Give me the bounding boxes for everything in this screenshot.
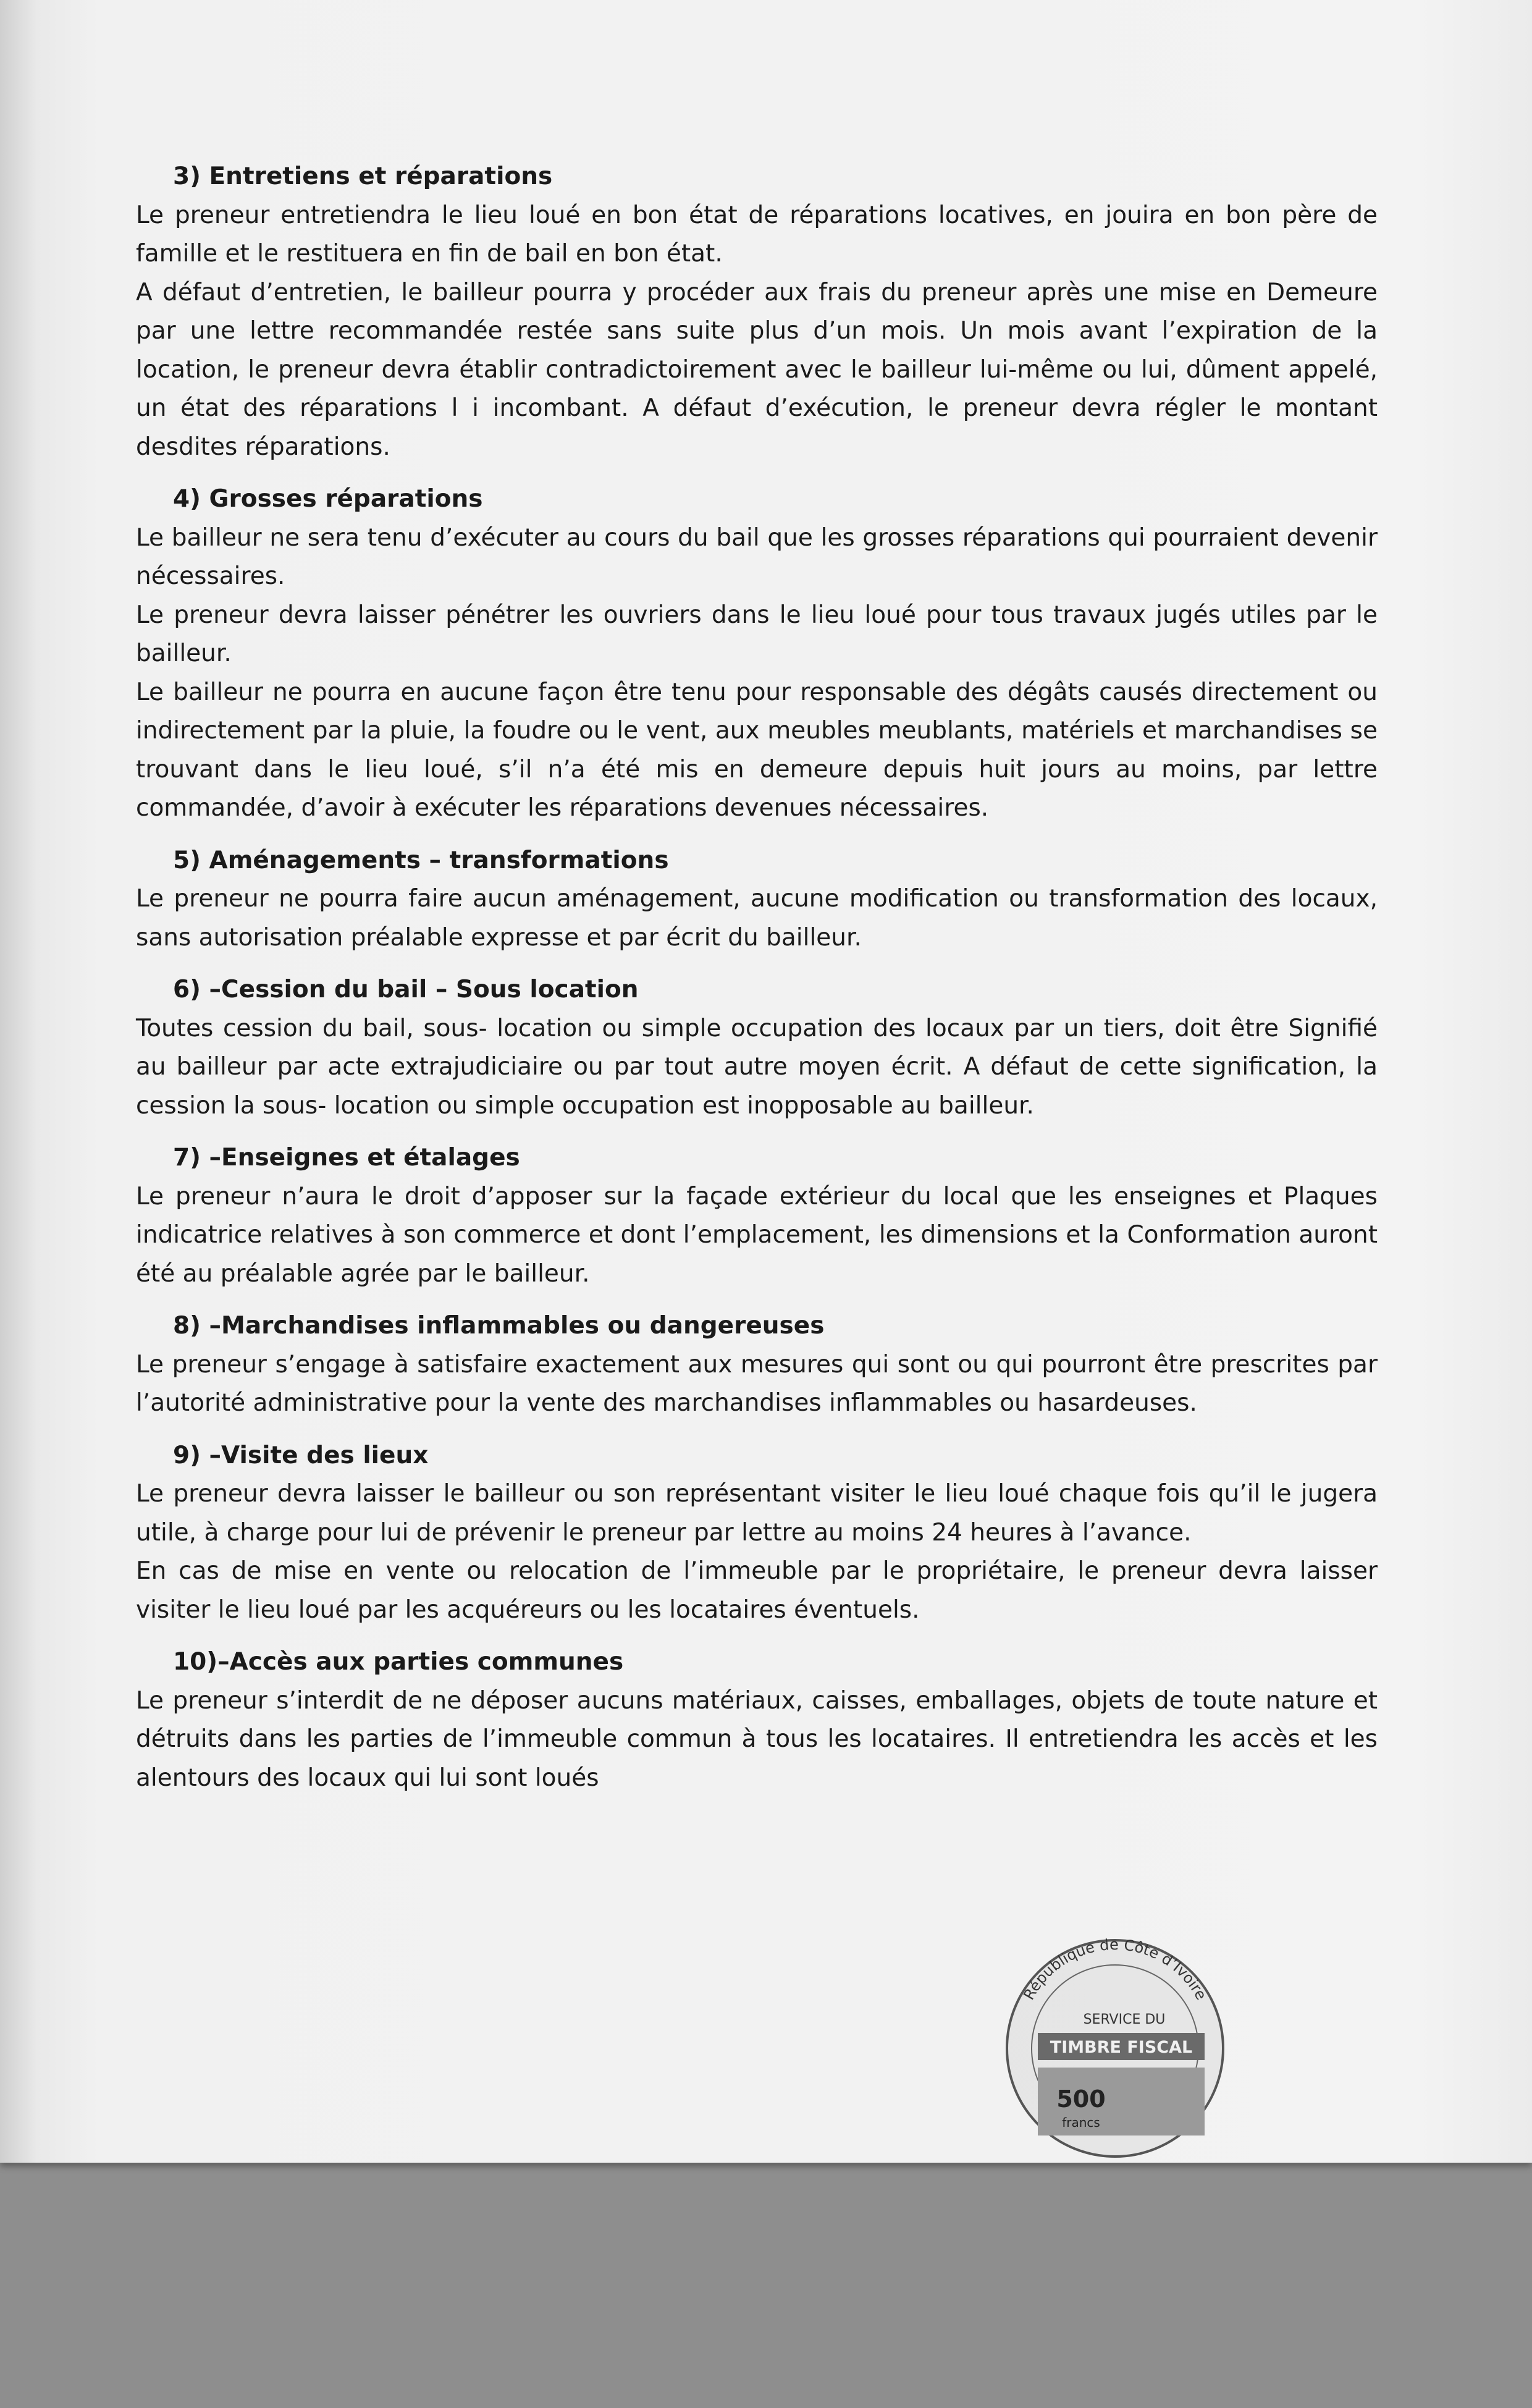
stamp-value-text: 500 bbox=[1056, 2085, 1106, 2113]
section-paragraph: Le preneur s’interdit de ne déposer aucuns matériaux, caisses, emballages, objets de toute nature et détruits dans les parties de l’immeuble commun à tous les locataires. Il entretiendra les accès et les alentours des locaux qui lui sont loués bbox=[136, 1686, 1378, 1792]
stamp-service-text: SERVICE DU bbox=[1083, 2012, 1166, 2027]
section-heading: 10)–Accès aux parties communes bbox=[173, 1648, 624, 1676]
section-visite-lieux bbox=[136, 1437, 1378, 1630]
section-paragraph: Le preneur ne pourra faire aucun aménagement, aucune modification ou transformation des locaux, sans autorisation préalable expresse et par écrit du bailleur. bbox=[136, 885, 1378, 952]
section-heading: 7) –Enseignes et étalages bbox=[173, 1144, 520, 1172]
stamp-title-text: TIMBRE FISCAL bbox=[1050, 2038, 1193, 2057]
section-heading: 3) Entretiens et réparations bbox=[173, 163, 553, 190]
section-cession-bail bbox=[136, 971, 1378, 1125]
section-paragraph: Le bailleur ne pourra en aucune façon être tenu pour responsable des dégâts causés directement ou indirectement par la pluie, la foudre ou le vent, aux meubles meublants, matériels et marchandises se trouvant dans le lieu loué, s’il n’a été mis en demeure depuis huit jours au moins, par lettre commandée, d’avoir à exécuter les réparations devenues nécessaires. bbox=[136, 678, 1378, 822]
fiscal-stamp bbox=[995, 1922, 1235, 2163]
section-paragraph: Le preneur n’aura le droit d’apposer sur la façade extérieur du local que les enseignes et Plaques indicatrice relatives à son commerce et dont l’emplacement, les dimensions et la Conformation auront été au préalable agrée par le bailleur. bbox=[136, 1182, 1378, 1288]
section-heading: 8) –Marchandises inflammables ou dangereuses bbox=[173, 1312, 825, 1340]
section-grosses-reparations bbox=[136, 480, 1378, 828]
section-acces-parties-communes bbox=[136, 1643, 1378, 1798]
section-heading: 9) –Visite des lieux bbox=[173, 1441, 429, 1469]
section-amenagements bbox=[136, 842, 1378, 958]
section-heading: 4) Grosses réparations bbox=[173, 485, 483, 513]
lease-clauses bbox=[136, 158, 1378, 1811]
section-heading: 5) Aménagements – transformations bbox=[173, 846, 669, 874]
section-enseignes bbox=[136, 1139, 1378, 1293]
section-paragraph: En cas de mise en vente ou relocation de l’immeuble par le propriétaire, le preneur devra laisser visiter le lieu loué par les acquéreurs ou les locataires éventuels. bbox=[136, 1557, 1378, 1624]
section-paragraph: Le preneur devra laisser le bailleur ou son représentant visiter le lieu loué chaque fois qu’il le jugera utile, à charge pour lui de prévenir le preneur par lettre au moins 24 heures à l’avance. bbox=[136, 1480, 1378, 1547]
section-entretiens bbox=[136, 158, 1378, 467]
section-paragraph: Toutes cession du bail, sous- location ou simple occupation des locaux par un tiers, doit être Signifié au bailleur par acte extrajudiciaire ou par tout autre moyen écrit. A défaut de cette signification, la cession la sous- location ou simple occupation est inopposable au bailleur. bbox=[136, 1014, 1378, 1120]
section-paragraph: Le bailleur ne sera tenu d’exécuter au cours du bail que les grosses réparations qui pourraient devenir nécessaires. bbox=[136, 523, 1378, 590]
stamp-arc-text: République de Côte d’Ivoire bbox=[1020, 1935, 1210, 2003]
section-paragraph: Le preneur devra laisser pénétrer les ouvriers dans le lieu loué pour tous travaux jugés utiles par le bailleur. bbox=[136, 601, 1378, 667]
stamp-unit-text: francs bbox=[1062, 2115, 1100, 2130]
section-paragraph: A défaut d’entretien, le bailleur pourra y procéder aux frais du preneur après une mise en Demeure par une lettre recommandée restée sans suite plus d’un mois. Un mois avant l’expiration de la location, le preneur devra établir contradictoirement avec le bailleur lui-même ou lui, dûment appelé, un état des réparations l i incombant. A défaut d’exécution, le preneur devra régler le montant desdites réparations. bbox=[136, 278, 1378, 461]
section-paragraph: Le preneur s’engage à satisfaire exactement aux mesures qui sont ou qui pourront être prescrites par l’autorité administrative pour la vente des marchandises inflammables ou hasardeuses. bbox=[136, 1350, 1378, 1417]
section-paragraph: Le preneur entretiendra le lieu loué en bon état de réparations locatives, en jouira en bon père de famille et le restituera en fin de bail en bon état. bbox=[136, 201, 1378, 268]
section-heading: 6) –Cession du bail – Sous location bbox=[173, 976, 639, 1003]
section-marchandises bbox=[136, 1307, 1378, 1423]
